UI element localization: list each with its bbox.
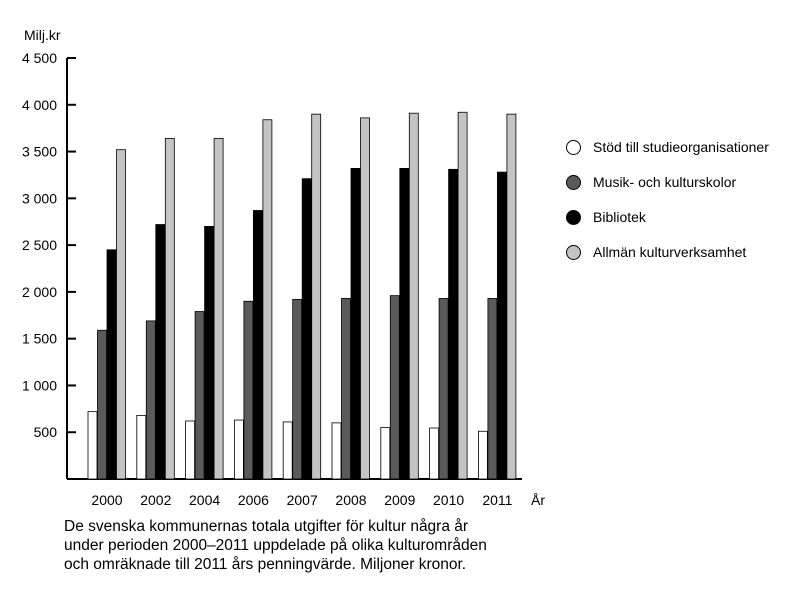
legend-item [566,205,769,229]
bar-2006-series-2 [244,301,253,479]
bar-2011-series-4 [507,114,516,479]
figure-caption [64,517,534,574]
x-tick-label: 2004 [189,492,221,508]
legend-swatch [566,245,581,260]
bar-2009-series-2 [390,296,399,479]
y-tick-label: 500 [33,424,57,441]
bar-2004-series-3 [205,226,214,479]
bar-2010-series-4 [458,112,467,479]
bar-2002-series-4 [165,138,174,479]
y-tick-label: 3 000 [21,190,57,207]
legend-label: Musik- och kulturskolor [593,174,737,190]
legend-swatch [566,140,581,155]
x-axis-label: År [531,492,545,508]
bar-2002-series-1 [137,415,146,479]
bar-2008-series-2 [342,298,351,479]
bar-2011-series-1 [478,431,487,479]
y-tick-label: 3 500 [21,143,57,160]
caption-line-1: De svenska kommunernas totala utgifter för kultur några år [64,518,469,535]
y-tick-label: 1 500 [21,330,57,347]
bar-2010-series-2 [439,298,448,479]
bar-2008-series-3 [351,168,360,479]
bar-2007-series-3 [302,179,311,479]
x-tick-label: 2009 [384,492,416,508]
bar-2007-series-1 [283,422,292,479]
bar-2007-series-4 [312,114,321,479]
bar-2010-series-3 [449,169,458,479]
legend-swatch [566,175,581,190]
y-tick-label: 4 000 [21,96,57,113]
bar-2009-series-4 [409,113,418,479]
bar-2004-series-2 [195,312,204,479]
y-tick-label: 1 000 [21,377,57,394]
y-axis-label: Milj.kr [24,27,61,43]
legend-item [566,135,769,159]
bar-2007-series-2 [293,299,302,479]
bar-2011-series-2 [488,298,497,479]
bar-2006-series-3 [253,210,262,479]
bar-2002-series-3 [156,225,165,479]
bar-2004-series-1 [186,421,195,479]
bar-2000-series-1 [88,412,97,479]
bar-2009-series-3 [400,168,409,479]
bar-2000-series-2 [98,330,107,479]
x-tick-label: 2007 [286,492,318,508]
bar-2009-series-1 [381,428,390,479]
x-tick-label: 2010 [433,492,465,508]
legend-label: Bibliotek [593,209,646,225]
legend-item [566,170,769,194]
x-tick-label: 2002 [140,492,172,508]
legend-swatch [566,210,581,225]
x-tick-label: 2008 [335,492,367,508]
y-tick-label: 2 000 [21,283,57,300]
caption-line-3: och omräknade till 2011 års penningvärde. Miljoner kronor. [64,556,467,573]
bar-2004-series-4 [214,138,223,479]
bar-2006-series-1 [234,420,243,479]
bar-2011-series-3 [497,172,506,479]
legend-label: Allmän kulturverksamhet [593,244,747,260]
bar-2010-series-1 [430,428,439,479]
legend-label: Stöd till studieorganisationer [593,139,769,155]
x-tick-label: 2000 [91,492,123,508]
bar-2008-series-1 [332,423,341,479]
y-tick-label: 4 500 [21,50,57,66]
caption-line-2: under perioden 2000–2011 uppdelade på olika kulturområden [64,537,487,554]
bar-2008-series-4 [361,118,370,479]
bar-2000-series-3 [107,250,116,479]
x-tick-label: 2011 [482,492,513,508]
bar-2002-series-2 [146,321,155,479]
y-tick-label: 2 500 [21,237,57,254]
legend-item [566,240,769,264]
bar-2006-series-4 [263,120,272,479]
bar-2000-series-4 [117,150,126,479]
x-tick-label: 2006 [237,492,269,508]
chart-legend [566,135,769,275]
